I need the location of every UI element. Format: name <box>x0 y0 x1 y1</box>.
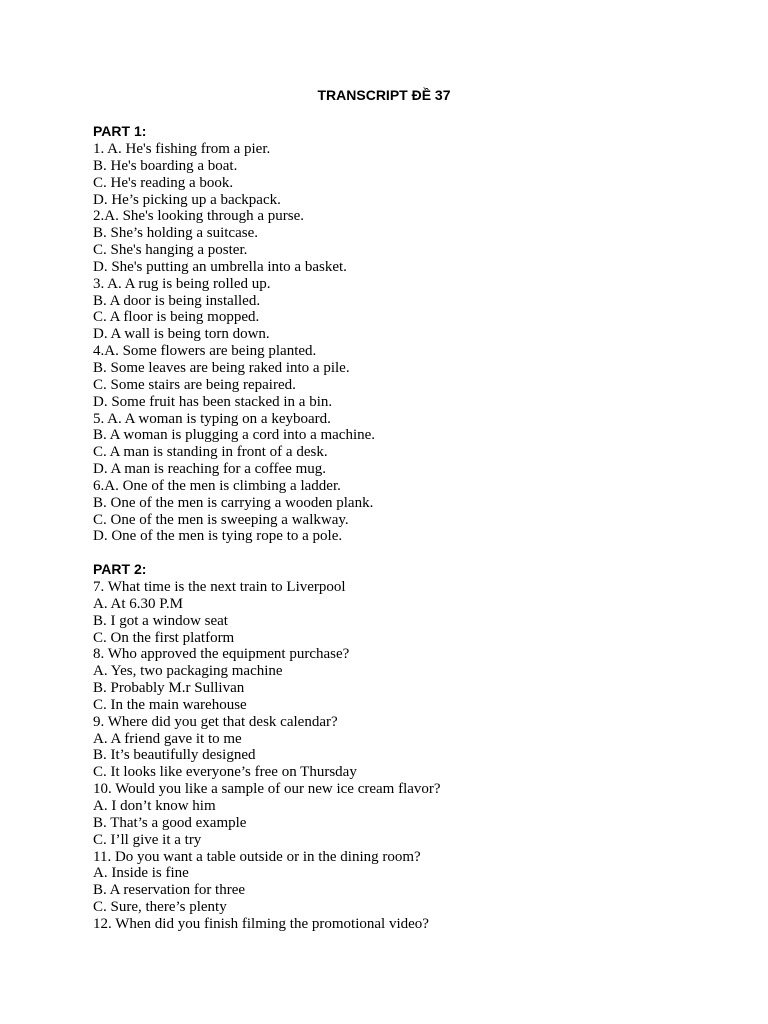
transcript-line: B. A door is being installed. <box>93 292 261 309</box>
transcript-line: D. A wall is being torn down. <box>93 326 270 343</box>
transcript-line: C. Some stairs are being repaired. <box>93 376 296 393</box>
transcript-line: 10. Would you like a sample of our new ice cream flavor? <box>93 781 441 798</box>
transcript-line: 3. A. A rug is being rolled up. <box>93 275 271 292</box>
transcript-line: D. A man is reaching for a coffee mug. <box>93 461 326 478</box>
transcript-line: C. Sure, there’s plenty <box>93 899 227 916</box>
transcript-line: B. It’s beautifully designed <box>93 747 256 764</box>
transcript-line: B. A woman is plugging a cord into a machine. <box>93 427 376 444</box>
transcript-line: C. One of the men is sweeping a walkway. <box>93 511 349 528</box>
transcript-line: 4.A. Some flowers are being planted. <box>93 343 317 360</box>
transcript-line: 11. Do you want a table outside or in the dining room? <box>93 848 421 865</box>
transcript-line: 12. When did you finish filming the promotional video? <box>93 915 429 932</box>
part-1-heading: PART 1: <box>93 123 147 139</box>
transcript-line: C. On the first platform <box>93 629 235 646</box>
transcript-line: C. A man is standing in front of a desk. <box>93 444 328 461</box>
transcript-line: D. Some fruit has been stacked in a bin. <box>93 393 333 410</box>
transcript-line: B. She’s holding a suitcase. <box>93 225 258 242</box>
transcript-line: C. A floor is being mopped. <box>93 309 260 326</box>
transcript-line: C. It looks like everyone’s free on Thursday <box>93 764 357 781</box>
transcript-line: C. She's hanging a poster. <box>93 242 248 259</box>
transcript-line: A. I don’t know him <box>93 797 216 814</box>
transcript-line: D. She's putting an umbrella into a basket. <box>93 258 347 275</box>
transcript-line: D. One of the men is tying rope to a pole. <box>93 528 343 545</box>
transcript-line: A. Inside is fine <box>93 865 189 882</box>
part-2-section <box>93 560 713 933</box>
transcript-line: B. He's boarding a boat. <box>93 157 238 174</box>
transcript-line: C. I’ll give it a try <box>93 831 202 848</box>
transcript-line: B. One of the men is carrying a wooden plank. <box>93 494 374 511</box>
part-1-section <box>93 122 713 545</box>
transcript-line: 8. Who approved the equipment purchase? <box>93 646 350 663</box>
transcript-line: 5. A. A woman is typing on a keyboard. <box>93 410 331 427</box>
transcript-line: A. Yes, two packaging machine <box>93 663 283 680</box>
transcript-line: B. I got a window seat <box>93 612 228 629</box>
document-title: TRANSCRIPT ĐỀ 37 <box>317 87 451 103</box>
part-1-lines <box>93 141 713 545</box>
transcript-line: B. Probably M.r Sullivan <box>93 680 245 697</box>
transcript-line: C. In the main warehouse <box>93 696 247 713</box>
transcript-line: 6.A. One of the men is climbing a ladder. <box>93 477 341 494</box>
transcript-line: B. That’s a good example <box>93 814 247 831</box>
transcript-line: B. Some leaves are being raked into a pile. <box>93 359 350 376</box>
transcript-line: 2.A. She's looking through a purse. <box>93 208 305 225</box>
transcript-line: 7. What time is the next train to Liverpool <box>93 579 346 595</box>
transcript-line: D. He’s picking up a backpack. <box>93 191 281 208</box>
part-2-heading: PART 2: <box>93 561 147 577</box>
transcript-line: C. He's reading a book. <box>93 174 234 191</box>
transcript-line: B. A reservation for three <box>93 882 246 899</box>
part-2-lines <box>93 579 713 933</box>
transcript-line: A. At 6.30 P.M <box>93 595 184 612</box>
transcript-line: 1. A. He's fishing from a pier. <box>93 141 271 157</box>
transcript-line: 9. Where did you get that desk calendar? <box>93 713 338 730</box>
transcript-line: A. A friend gave it to me <box>93 730 242 747</box>
